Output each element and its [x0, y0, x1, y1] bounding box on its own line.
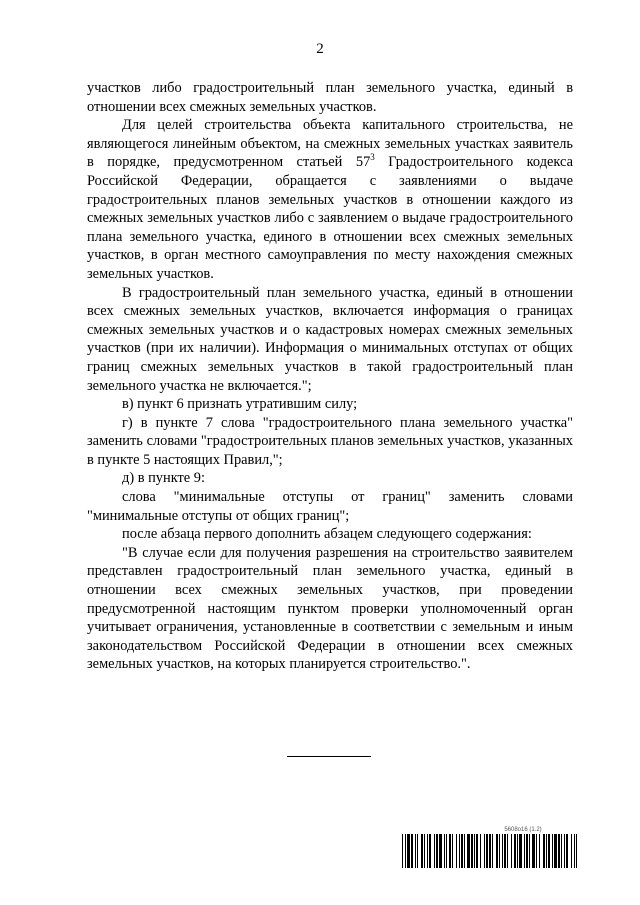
paragraph-5: г) в пункте 7 слова "градостроительного плана земельного участка" заменить словами "градостроительных планов земельных участков, указанных в пункте 5 настоящих Правил,";: [87, 414, 573, 468]
paragraph-3: В градостроительный план земельного участка, единый в отношении всех смежных земельных участков, включается информация о границах смежных земельных участков и о кадастровых номерах смежных земельных участков (при их наличии). Информация о минимальных отступах от общих границ смежных земельных участков в такой градостроительный план земельного участка не включается.";: [87, 284, 573, 394]
paragraph-6: д) в пункте 9:: [122, 470, 205, 487]
end-of-text-rule: [287, 756, 371, 757]
paragraph-7: слова "минимальные отступы от границ" заменить словами "минимальные отступы от общих границ";: [87, 489, 573, 524]
paragraph-8: после абзаца первого дополнить абзацем следующего содержания:: [122, 526, 532, 543]
paragraph-1: участков либо градостроительный план земельного участка, единый в отношении всех смежных земельных участков.: [87, 80, 573, 115]
paragraph-4: в) пункт 6 признать утратившим силу;: [122, 396, 358, 413]
paragraph-2-text-before: Для целей строительства объекта капитального строительства, не являющегося линейным объектом, на смежных земельных участках заявитель в порядке, предусмотренном статьей 57: [87, 117, 573, 171]
document-code: 5608о16 (1.2): [504, 827, 542, 833]
paragraph-2: [87, 116, 573, 283]
paragraph-9: "В случае если для получения разрешения на строительство заявителем представлен градостроительный план земельного участка, единый в отношении всех смежных земельных участков, при проведении предусмотренной настоящим пунктом проверки уполномоченный орган учитывает ограничения, установленные в соответствии с земельным и иным законодательством Российской Федерации в отношении всех смежных земельных участков, на которых планируется строительство.".: [87, 544, 573, 673]
page-number: 2: [316, 41, 324, 57]
article-superscript: 3: [370, 152, 375, 163]
paragraph-2-text-after: Градостроительного кодекса Российской Федерации, обращается с заявлениями о выдаче градостроительных планов земельных участков в отношении каждого из смежных земельных участков либо с заявлением о выдаче градостроительного плана земельного участка, единого в отношении всех смежных земельных участков, в орган местного самоуправления по месту нахождения смежных земельных участков.: [87, 154, 574, 282]
barcode: [402, 834, 578, 868]
document-body: [87, 79, 573, 674]
